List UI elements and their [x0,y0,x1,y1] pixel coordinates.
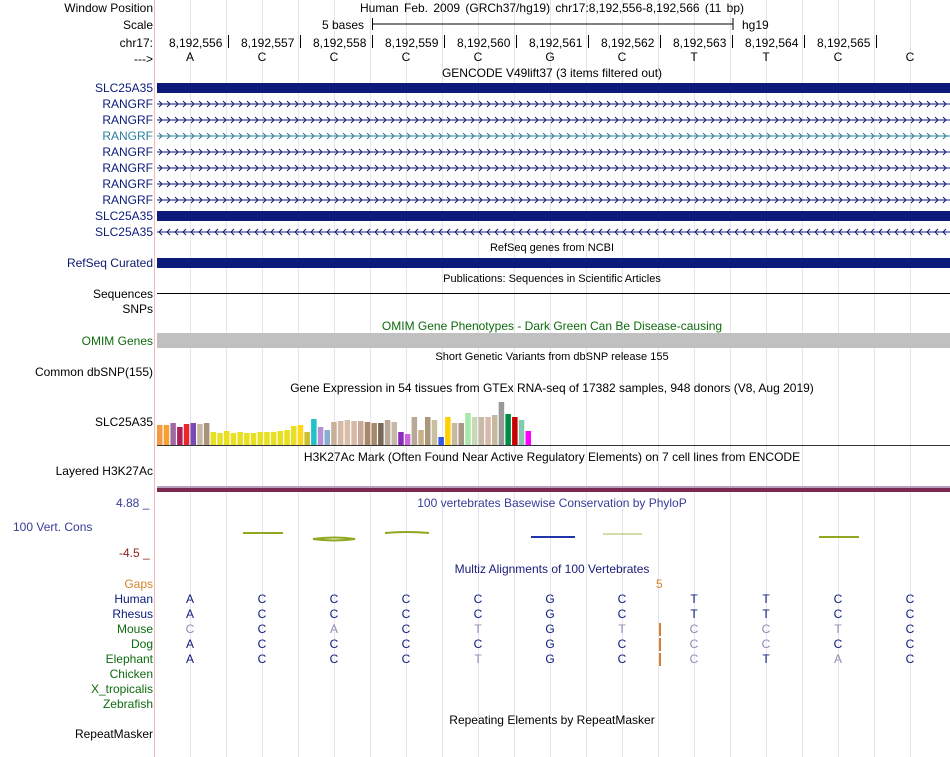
gencode-intron-line[interactable] [157,115,950,125]
species-label[interactable]: Chicken [109,667,153,681]
aligned-base: C [617,637,627,651]
aligned-base: C [761,622,771,636]
aligned-base: C [905,607,915,621]
aligned-base: G [545,652,555,666]
gtex-tissue-bar[interactable] [412,417,418,445]
aligned-base: T [762,592,770,606]
ref-base: C [401,50,411,64]
ruler-position: 8,192,562 [601,36,655,50]
gtex-tissue-bar[interactable] [452,423,458,445]
aligned-base: C [689,622,699,636]
aligned-base: A [185,592,194,606]
aligned-base: C [905,592,915,606]
aligned-base: T [618,622,626,636]
h3k27ac-title: H3K27Ac Mark (Often Found Near Active Regulatory Elements) on 7 cell lines from ENCODE [303,450,801,464]
aligned-base: C [905,652,915,666]
chrom-label: chr17: [119,36,153,50]
aligned-base: C [329,637,339,651]
ruler-tick [300,35,301,48]
scale-label: Scale [122,18,153,32]
aligned-base: C [905,622,915,636]
ruler-position: 8,192,557 [241,36,295,50]
aligned-base: C [185,622,195,636]
aligned-base: C [617,607,627,621]
gap-marker [659,653,661,666]
aligned-base: T [834,622,842,636]
aligned-base: C [329,652,339,666]
gtex-tissue-bar[interactable] [217,433,223,445]
gtex-tissue-bar[interactable] [512,417,518,445]
gencode-intron-line[interactable] [157,131,950,141]
h3k27ac-signal [157,488,950,492]
aligned-base: C [473,637,483,651]
gtex-tissue-bar[interactable] [278,431,284,445]
aligned-base: C [257,637,267,651]
species-label[interactable]: Elephant [105,652,153,666]
aligned-base: T [474,652,482,666]
aligned-base: A [185,652,194,666]
gtex-title: Gene Expression in 54 tissues from GTEx RNA-seq of 17382 samples, 948 donors (V8, Aug 2019) [290,381,814,395]
gtex-tissue-bar[interactable] [184,424,190,445]
aligned-base: G [545,592,555,606]
gencode-strand-arrows [157,149,950,155]
gaps-label[interactable]: Gaps [124,577,153,591]
aligned-base: T [690,607,698,621]
gencode-title: GENCODE V49lift37 (3 items filtered out) [441,66,663,80]
gtex-tissue-bar[interactable] [318,427,324,445]
ruler-position: 8,192,563 [673,36,727,50]
gap-count: 5 [656,577,663,591]
aligned-base: C [689,637,699,651]
gencode-item-label[interactable]: RANGRF [102,193,153,207]
gencode-item-label[interactable]: SLC25A35 [94,81,153,95]
gencode-intron-line[interactable] [157,163,950,173]
ruler-tick [588,35,589,48]
gencode-item-label[interactable]: RANGRF [102,161,153,175]
aligned-base: C [617,592,627,606]
aligned-base: A [833,652,842,666]
refseq-title: RefSeq genes from NCBI [489,242,615,254]
conservation-plot[interactable] [157,520,950,550]
repeatmasker-title: Repeating Elements by RepeatMasker [449,713,655,727]
ref-base: T [762,50,770,64]
gtex-tissue-bar[interactable] [291,426,297,445]
gencode-strand-arrows [157,197,950,203]
gridline [730,0,731,757]
scale-text: 5 bases [322,18,365,32]
aligned-base: C [401,637,411,651]
aligned-base: C [257,652,267,666]
gtex-tissue-bar[interactable] [499,402,505,445]
ruler-position: 8,192,558 [313,36,367,50]
gtex-tissue-bar[interactable] [224,431,230,445]
gtex-tissue-bar[interactable] [425,417,431,445]
aligned-base: A [185,637,194,651]
aligned-base: C [401,607,411,621]
gencode-gene-bar[interactable] [157,211,950,221]
ruler-position: 8,192,560 [457,36,511,50]
gtex-tissue-bar[interactable] [211,432,217,445]
gencode-intron-line[interactable] [157,179,950,189]
gtex-tissue-bar[interactable] [485,417,491,445]
gtex-tissue-bar[interactable] [244,433,250,445]
gtex-tissue-bar[interactable] [271,432,277,445]
refseq-gene-bar[interactable] [157,258,950,268]
aligned-base: C [401,652,411,666]
species-label[interactable]: Zebrafish [102,697,153,711]
aligned-base: C [257,592,267,606]
species-label[interactable]: X_tropicalis [90,682,153,696]
gridline [298,0,299,757]
ruler-tick [444,35,445,48]
gtex-tissue-bar[interactable] [405,434,411,445]
aligned-base: C [329,592,339,606]
scale-bar [372,16,734,34]
ruler-tick [372,35,373,48]
gtex-bar-chart[interactable] [157,395,557,445]
aligned-base: C [401,622,411,636]
gtex-tissue-bar[interactable] [345,420,351,445]
gtex-tissue-bar[interactable] [338,421,344,445]
gap-marker [659,638,661,651]
publications-title: Publications: Sequences in Scientific Articles [443,273,661,285]
gtex-tissue-bar[interactable] [479,417,485,445]
gtex-tissue-bar[interactable] [331,422,337,445]
omim-label[interactable]: OMIM Genes [81,334,153,348]
aligned-base: C [833,637,843,651]
gencode-strand-arrows [157,133,950,139]
gtex-tissue-bar[interactable] [191,423,197,445]
gtex-tissue-bar[interactable] [258,432,264,445]
gtex-tissue-bar[interactable] [197,424,203,445]
ref-base: C [329,50,339,64]
gtex-tissue-bar[interactable] [472,417,478,445]
aligned-base: C [473,607,483,621]
aligned-base: C [617,652,627,666]
aligned-base: C [833,592,843,606]
gtex-label[interactable]: SLC25A35 [94,415,153,429]
aligned-base: C [689,652,699,666]
gencode-item-label[interactable]: RANGRF [102,129,153,143]
sequences-label[interactable]: Sequences [92,287,153,301]
aligned-base: T [690,592,698,606]
ref-base: C [833,50,843,64]
gtex-tissue-bar[interactable] [358,421,364,445]
h3k27ac-label[interactable]: Layered H3K27Ac [55,464,153,478]
gencode-strand-arrows [157,117,950,123]
aligned-base: C [905,637,915,651]
ruler-tick [876,35,877,48]
gtex-tissue-bar[interactable] [284,430,290,445]
gtex-tissue-bar[interactable] [432,420,438,445]
gencode-item-label[interactable]: SLC25A35 [94,209,153,223]
gtex-tissue-bar[interactable] [298,425,304,445]
gtex-tissue-bar[interactable] [204,423,210,445]
multiz-title: Multiz Alignments of 100 Vertebrates [454,562,650,576]
assembly-label: hg19 [742,18,769,32]
aligned-base: G [545,622,555,636]
aligned-base: C [257,622,267,636]
gtex-tissue-bar[interactable] [325,430,331,445]
repeatmasker-label[interactable]: RepeatMasker [74,727,153,741]
strand-label: ---> [134,52,153,66]
gtex-tissue-bar[interactable] [465,413,471,445]
gencode-intron-line[interactable] [157,195,950,205]
aligned-base: C [257,607,267,621]
window-title: Human Feb. 2009 (GRCh37/hg19) chr17:8,192,556-8,192,566 (11 bp) [359,1,745,15]
gencode-item-label[interactable]: RANGRF [102,113,153,127]
gtex-tissue-bar[interactable] [492,415,498,445]
gtex-tissue-bar[interactable] [170,423,176,445]
gtex-tissue-bar[interactable] [385,420,391,445]
gridline [226,0,227,757]
ruler-tick [732,35,733,48]
aligned-base: G [545,637,555,651]
gtex-tissue-bar[interactable] [418,430,424,445]
gtex-tissue-bar[interactable] [164,425,170,445]
aligned-base: C [833,607,843,621]
gencode-intron-line[interactable] [157,227,950,237]
gridline [874,0,875,757]
gtex-tissue-bar[interactable] [304,432,310,445]
gencode-gene-bar[interactable] [157,83,950,93]
aligned-base: T [474,622,482,636]
ref-base: A [185,50,194,64]
gencode-item-label[interactable]: RANGRF [102,145,153,159]
conservation-ymax: 4.88 _ [116,496,150,510]
conservation-ymin: -4.5 _ [119,546,150,560]
gtex-tissue-bar[interactable] [445,417,451,445]
aligned-base: C [473,592,483,606]
gencode-strand-arrows [157,181,950,187]
aligned-base: T [762,607,770,621]
aligned-base: C [329,607,339,621]
sequences-line [157,293,950,294]
gencode-intron-line[interactable] [157,147,950,157]
gtex-tissue-bar[interactable] [157,425,163,445]
label-divider [154,0,155,757]
gridline [442,0,443,757]
gencode-item-label[interactable]: RANGRF [102,177,153,191]
ruler-tick [660,35,661,48]
species-label[interactable]: Rhesus [112,607,153,621]
gtex-tissue-bar[interactable] [398,432,404,445]
ruler-position: 8,192,565 [817,36,871,50]
ruler-position: 8,192,559 [385,36,439,50]
gencode-strand-arrows [157,165,950,171]
gencode-strand-arrows [157,101,950,107]
ruler-tick [804,35,805,48]
ruler-position: 8,192,556 [169,36,223,50]
ruler-position: 8,192,564 [745,36,799,50]
dbsnp-title: Short Genetic Variants from dbSNP release 155 [435,351,669,363]
conservation-title: 100 vertebrates Basewise Conservation by PhyloP [417,496,687,510]
omim-bar[interactable] [157,333,950,348]
gtex-tissue-bar[interactable] [177,427,183,445]
snps-label[interactable]: SNPs [122,302,153,316]
gtex-tissue-bar[interactable] [237,432,243,445]
gtex-tissue-bar[interactable] [231,433,237,445]
gridline [586,0,587,757]
ref-base: G [545,50,555,64]
dbsnp-label[interactable]: Common dbSNP(155) [34,365,153,379]
gencode-strand-arrows [157,229,950,235]
ref-base: C [257,50,267,64]
conservation-label[interactable]: 100 Vert. Cons [13,520,93,534]
aligned-base: T [762,652,770,666]
aligned-base: A [329,622,338,636]
gridline [514,0,515,757]
gtex-tissue-bar[interactable] [459,423,465,445]
gencode-intron-line[interactable] [157,99,950,109]
ruler-tick [228,35,229,48]
ref-base: T [690,50,698,64]
gtex-tissue-bar[interactable] [378,423,384,445]
species-label[interactable]: Dog [130,637,153,651]
aligned-base: A [185,607,194,621]
aligned-base: C [401,592,411,606]
ref-base: C [617,50,627,64]
gtex-tissue-bar[interactable] [438,437,444,445]
gtex-tissue-bar[interactable] [365,422,371,445]
ref-base: C [473,50,483,64]
gtex-tissue-bar[interactable] [311,419,317,445]
gtex-tissue-bar[interactable] [526,431,532,445]
gtex-tissue-bar[interactable] [392,422,398,445]
ref-base: C [905,50,915,64]
ruler-tick [516,35,517,48]
ruler-position: 8,192,561 [529,36,583,50]
gtex-tissue-bar[interactable] [351,421,357,445]
gtex-tissue-bar[interactable] [505,414,511,445]
refseq-label[interactable]: RefSeq Curated [66,256,153,270]
gencode-item-label[interactable]: RANGRF [102,97,153,111]
gencode-item-label[interactable]: SLC25A35 [94,225,153,239]
gtex-baseline [157,445,950,446]
species-label[interactable]: Mouse [116,622,153,636]
gtex-tissue-bar[interactable] [264,432,270,445]
gridline [370,0,371,757]
gap-marker [659,623,661,636]
aligned-base: G [545,607,555,621]
aligned-base: C [761,637,771,651]
omim-title: OMIM Gene Phenotypes - Dark Green Can Be Disease-causing [381,319,723,333]
window-position-label: Window Position [64,1,153,15]
gridline [802,0,803,757]
gtex-tissue-bar[interactable] [371,423,377,445]
gtex-tissue-bar[interactable] [251,433,256,445]
species-label[interactable]: Human [114,592,153,606]
gtex-tissue-bar[interactable] [519,420,525,445]
